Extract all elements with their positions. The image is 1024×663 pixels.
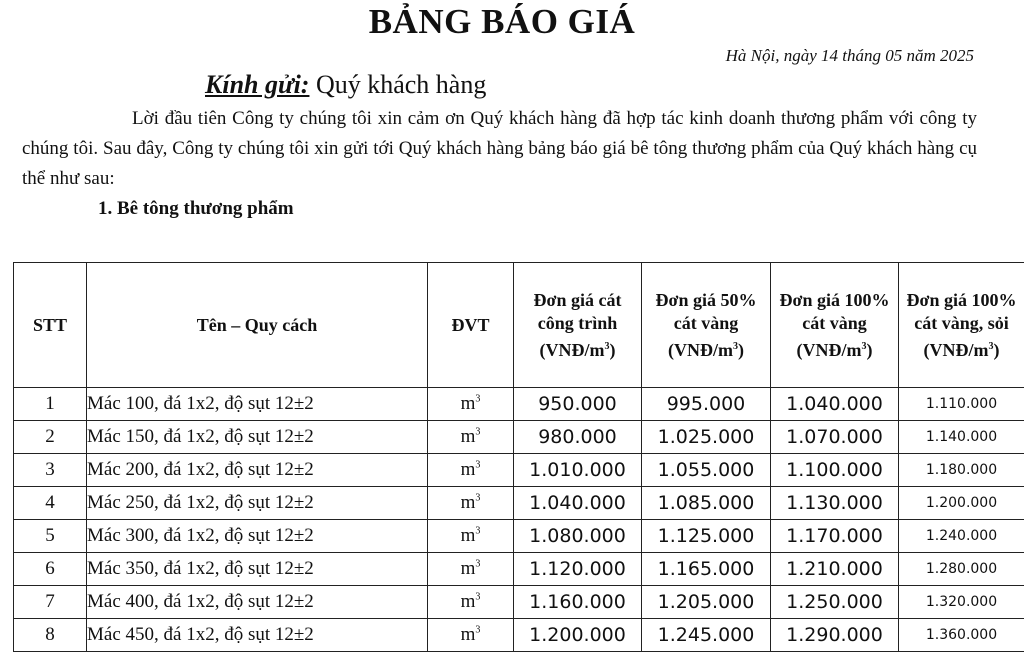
header-price-col4	[899, 263, 1024, 388]
price-table	[13, 262, 1024, 652]
table-row	[14, 586, 1024, 619]
row-price-1: 1.080.000	[514, 520, 642, 553]
row-price-3: 1.250.000	[771, 586, 899, 619]
section-title: 1. Bê tông thương phẩm	[98, 198, 294, 219]
header-price-col2-label: Đơn giá 50% cát vàng	[655, 289, 757, 333]
row-price-2: 1.055.000	[642, 454, 771, 487]
price-unit-label: $(VNĐ/m^3)$	[539, 339, 616, 360]
table-header-row	[14, 263, 1024, 388]
price-unit-label: $(VNĐ/m^3)$	[668, 339, 744, 360]
row-price-2: 1.025.000	[642, 421, 771, 454]
row-price-1: 950.000	[514, 388, 642, 421]
table-row	[14, 619, 1024, 652]
row-stt: 1	[14, 388, 87, 421]
row-price-4: 1.240.000	[899, 520, 1024, 553]
row-price-1: 1.040.000	[514, 487, 642, 520]
row-price-3: 1.210.000	[771, 553, 899, 586]
row-price-3: 1.170.000	[771, 520, 899, 553]
header-name: Tên – Quy cách	[87, 263, 428, 388]
greeting	[205, 70, 486, 100]
row-price-3: 1.130.000	[771, 487, 899, 520]
row-unit: $m^3$	[428, 487, 514, 520]
row-unit: $m^3$	[428, 586, 514, 619]
row-price-4: 1.320.000	[899, 586, 1024, 619]
row-name: Mác 450, đá 1x2, độ sụt 12±2	[87, 619, 428, 652]
row-price-1: 980.000	[514, 421, 642, 454]
row-price-4: 1.360.000	[899, 619, 1024, 652]
row-unit: $m^3$	[428, 553, 514, 586]
row-unit: $m^3$	[428, 619, 514, 652]
table-row	[14, 553, 1024, 586]
header-price-col2	[642, 263, 771, 388]
row-unit: $m^3$	[428, 454, 514, 487]
row-price-4: 1.180.000	[899, 454, 1024, 487]
row-price-3: 1.100.000	[771, 454, 899, 487]
row-price-3: 1.290.000	[771, 619, 899, 652]
row-name: Mác 200, đá 1x2, độ sụt 12±2	[87, 454, 428, 487]
row-name: Mác 350, đá 1x2, độ sụt 12±2	[87, 553, 428, 586]
row-price-2: 995.000	[642, 388, 771, 421]
price-unit-label: $(VNĐ/m^3)$	[923, 339, 1000, 360]
dateline: Hà Nội, ngày 14 tháng 05 năm 2025	[725, 46, 974, 65]
row-price-2: 1.165.000	[642, 553, 771, 586]
row-stt: 2	[14, 421, 87, 454]
row-unit: $m^3$	[428, 421, 514, 454]
row-price-1: 1.200.000	[514, 619, 642, 652]
row-unit: $m^3$	[428, 388, 514, 421]
price-unit-label: $(VNĐ/m^3)$	[796, 339, 873, 360]
header-stt: STT	[14, 263, 87, 388]
row-price-2: 1.085.000	[642, 487, 771, 520]
table-row	[14, 421, 1024, 454]
row-name: Mác 150, đá 1x2, độ sụt 12±2	[87, 421, 428, 454]
row-name: Mác 250, đá 1x2, độ sụt 12±2	[87, 487, 428, 520]
header-price-col3	[771, 263, 899, 388]
header-price-col1	[514, 263, 642, 388]
greeting-recipient: Quý khách hàng	[315, 70, 487, 99]
header-unit: ĐVT	[428, 263, 514, 388]
intro-paragraph: Lời đầu tiên Công ty chúng tôi xin cảm ơn Quý khách hàng đã hợp tác kinh doanh thương phẩm với công ty chúng tôi. Sau đây, Công ty chúng tôi xin gửi tới Quý khách hàng bảng báo giá bê tông thương phẩm của Quý khách hàng cụ thể như sau:	[22, 108, 977, 189]
table-row	[14, 454, 1024, 487]
row-name: Mác 100, đá 1x2, độ sụt 12±2	[87, 388, 428, 421]
row-stt: 6	[14, 553, 87, 586]
table-row	[14, 487, 1024, 520]
row-price-4: 1.140.000	[899, 421, 1024, 454]
row-name: Mác 300, đá 1x2, độ sụt 12±2	[87, 520, 428, 553]
row-stt: 8	[14, 619, 87, 652]
row-price-2: 1.125.000	[642, 520, 771, 553]
row-stt: 4	[14, 487, 87, 520]
row-price-1: 1.120.000	[514, 553, 642, 586]
row-unit: $m^3$	[428, 520, 514, 553]
row-price-4: 1.200.000	[899, 487, 1024, 520]
row-price-2: 1.245.000	[642, 619, 771, 652]
header-price-col4-label: Đơn giá 100% cát vàng, sỏi	[906, 289, 1017, 333]
row-stt: 5	[14, 520, 87, 553]
row-price-4: 1.280.000	[899, 553, 1024, 586]
row-stt: 3	[14, 454, 87, 487]
row-price-1: 1.160.000	[514, 586, 642, 619]
greeting-label: Kính gửi:	[205, 70, 310, 99]
row-price-1: 1.010.000	[514, 454, 642, 487]
header-price-col1-label: Đơn giá cát công trình	[533, 289, 622, 333]
row-stt: 7	[14, 586, 87, 619]
row-price-2: 1.205.000	[642, 586, 771, 619]
document-title: BẢNG BÁO GIÁ	[368, 2, 636, 41]
row-price-3: 1.070.000	[771, 421, 899, 454]
row-price-3: 1.040.000	[771, 388, 899, 421]
row-price-4: 1.110.000	[899, 388, 1024, 421]
table-row	[14, 388, 1024, 421]
table-row	[14, 520, 1024, 553]
row-name: Mác 400, đá 1x2, độ sụt 12±2	[87, 586, 428, 619]
header-price-col3-label: Đơn giá 100% cát vàng	[779, 289, 890, 333]
